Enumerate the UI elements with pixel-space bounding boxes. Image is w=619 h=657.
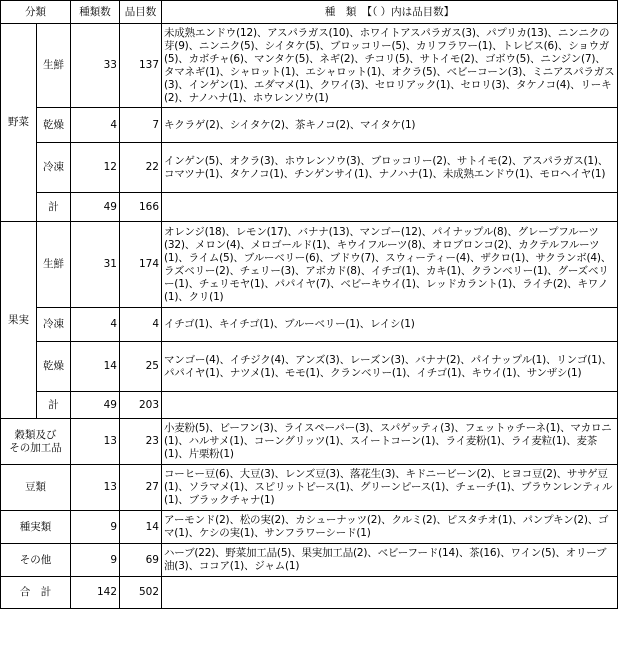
items-count-cell: 174	[120, 222, 162, 308]
table-row	[1, 342, 618, 392]
table-row	[1, 108, 618, 143]
types-count-cell: 13	[71, 419, 120, 465]
items-count-cell: 69	[120, 544, 162, 577]
types-count-cell: 31	[71, 222, 120, 308]
types-count-cell: 12	[71, 143, 120, 193]
items-count-cell: 27	[120, 465, 162, 511]
items-list-cell: イチゴ(1)、キイチゴ(1)、ブルーベリー(1)、レイシ(1)	[162, 308, 618, 342]
subtotal-row	[1, 392, 618, 419]
items-count-cell: 25	[120, 342, 162, 392]
category-fruits: 果実	[1, 222, 37, 419]
types-count-cell: 13	[71, 465, 120, 511]
header-types-title: 種 類 【（ ）内は品目数】	[162, 1, 618, 24]
table-row	[1, 465, 618, 511]
items-list-cell: アーモンド(2)、松の実(2)、カシューナッツ(2)、クルミ(2)、ピスタチオ(1)、パンプキン(2)、ゴマ(1)、ケシの実(1)、サンフラワーシード(1)	[162, 511, 618, 544]
items-list-cell: オレンジ(18)、レモン(17)、バナナ(13)、マンゴー(12)、パイナップル(8)、グレープフルーツ(32)、メロン(4)、メロゴールド(1)、キウイフルーツ(8)、オロブロンコ(2)、カクテルフルーツ(1)、ライム(5)、ブルーベリー(6)、ブドウ(7)、スウィーティー(4)、ザクロ(1)、サクランボ(4)、ラズベリー(2)、チェリー(3)、アボカド(8)、イチゴ(1)、カキ(1)、クランベリー(1)、グーズベリー(1)、チェリモヤ(1)、パパイヤ(7)、ベビーキウイ(1)、レッドカラント(1)、ライチ(2)、キワノ(1)、クリ(1)	[162, 222, 618, 308]
types-count-cell: 49	[71, 392, 120, 419]
items-count-cell: 14	[120, 511, 162, 544]
types-count-cell: 4	[71, 308, 120, 342]
category-grains: 穀類及び その加工品	[1, 419, 71, 465]
items-count-cell: 22	[120, 143, 162, 193]
types-count-cell: 4	[71, 108, 120, 143]
category-vegetables: 野菜	[1, 24, 37, 222]
items-list-cell: インゲン(5)、オクラ(3)、ホウレンソウ(3)、ブロッコリー(2)、サトイモ(2)、アスパラガス(1)、コマツナ(1)、タケノコ(1)、チンゲンサイ(1)、ナノハナ(1)、未成熟エンドウ(1)、モロヘイヤ(1)	[162, 143, 618, 193]
table-row	[1, 419, 618, 465]
items-list-cell: マンゴー(4)、イチジク(4)、アンズ(3)、レーズン(3)、バナナ(2)、パイナップル(1)、リンゴ(1)、パパイヤ(1)、ナツメ(1)、モモ(1)、クランベリー(1)、イチゴ(1)、キウイ(1)、サンザシ(1)	[162, 342, 618, 392]
types-count-cell: 33	[71, 24, 120, 108]
table-row	[1, 544, 618, 577]
header-row	[1, 1, 618, 24]
items-count-cell: 4	[120, 308, 162, 342]
subcategory-label: 計	[37, 392, 71, 419]
subtotal-row	[1, 193, 618, 222]
items-count-cell: 7	[120, 108, 162, 143]
types-count-cell: 142	[71, 577, 120, 609]
types-count-cell: 49	[71, 193, 120, 222]
header-types-count: 種類数	[71, 1, 120, 24]
subcategory-label: 乾燥	[37, 108, 71, 143]
items-list-cell: コーヒー豆(6)、大豆(3)、レンズ豆(3)、落花生(3)、キドニービーン(2)、ヒヨコ豆(2)、ササゲ豆(1)、ソラマメ(1)、スピリットピース(1)、グリーンピース(1)、チェーチ(1)、ブラウンレンティル(1)、ブラックチャナ(1)	[162, 465, 618, 511]
items-list-cell	[162, 577, 618, 609]
subcategory-label: 乾燥	[37, 342, 71, 392]
table-row	[1, 222, 618, 308]
table-row	[1, 511, 618, 544]
items-list-cell	[162, 392, 618, 419]
types-count-cell: 9	[71, 544, 120, 577]
types-count-cell: 9	[71, 511, 120, 544]
subcategory-label: 計	[37, 193, 71, 222]
category-nuts: 種実類	[1, 511, 71, 544]
header-items-count: 品目数	[120, 1, 162, 24]
category-beans: 豆類	[1, 465, 71, 511]
subcategory-label: 冷凍	[37, 308, 71, 342]
items-count-cell: 502	[120, 577, 162, 609]
items-list-cell: キクラゲ(2)、シイタケ(2)、茶キノコ(2)、マイタケ(1)	[162, 108, 618, 143]
category-others: その他	[1, 544, 71, 577]
table-row	[1, 143, 618, 193]
table-row	[1, 308, 618, 342]
subcategory-label: 生鮮	[37, 222, 71, 308]
items-list-cell: 未成熟エンドウ(12)、アスパラガス(10)、ホワイトアスパラガス(3)、パプリカ(13)、ニンニクの芽(9)、ニンニク(5)、シイタケ(5)、ブロッコリー(5)、カリフラワー(1)、トレビス(6)、ショウガ(5)、カボチャ(6)、マンタケ(5)、ネギ(2)、チコリ(5)、サトイモ(2)、ゴボウ(5)、ニンジン(7)、タマネギ(1)、シャロット(1)、エシャロット(1)、オクラ(5)、ベビーコーン(3)、ミニアスパラガス(3)、インゲン(1)、エダマメ(1)、クワイ(3)、セロリアック(1)、セロリ(3)、タケノコ(4)、リーキ(2)、ナノハナ(1)、ホウレンソウ(1)	[162, 24, 618, 108]
items-list-cell: 小麦粉(5)、ビーフン(3)、ライスペーパー(3)、スパゲッティ(3)、フェットゥチーネ(1)、マカロニ(1)、ハルサメ(1)、コーングリッツ(1)、スイートコーン(1)、ライ麦粉(1)、ライ麦粒(1)、麦茶(1)、片栗粉(1)	[162, 419, 618, 465]
items-list-cell	[162, 193, 618, 222]
items-count-cell: 166	[120, 193, 162, 222]
table-row	[1, 24, 618, 108]
subcategory-label: 冷凍	[37, 143, 71, 193]
types-count-cell: 14	[71, 342, 120, 392]
subcategory-label: 生鮮	[37, 24, 71, 108]
items-count-cell: 203	[120, 392, 162, 419]
header-category: 分類	[1, 1, 71, 24]
grand-total-row	[1, 577, 618, 609]
grand-total-label: 合 計	[1, 577, 71, 609]
items-list-cell: ハーブ(22)、野菜加工品(5)、果実加工品(2)、ベビーフード(14)、茶(16)、ワイン(5)、オリーブ油(3)、ココア(1)、ジャム(1)	[162, 544, 618, 577]
items-count-cell: 23	[120, 419, 162, 465]
items-count-cell: 137	[120, 24, 162, 108]
